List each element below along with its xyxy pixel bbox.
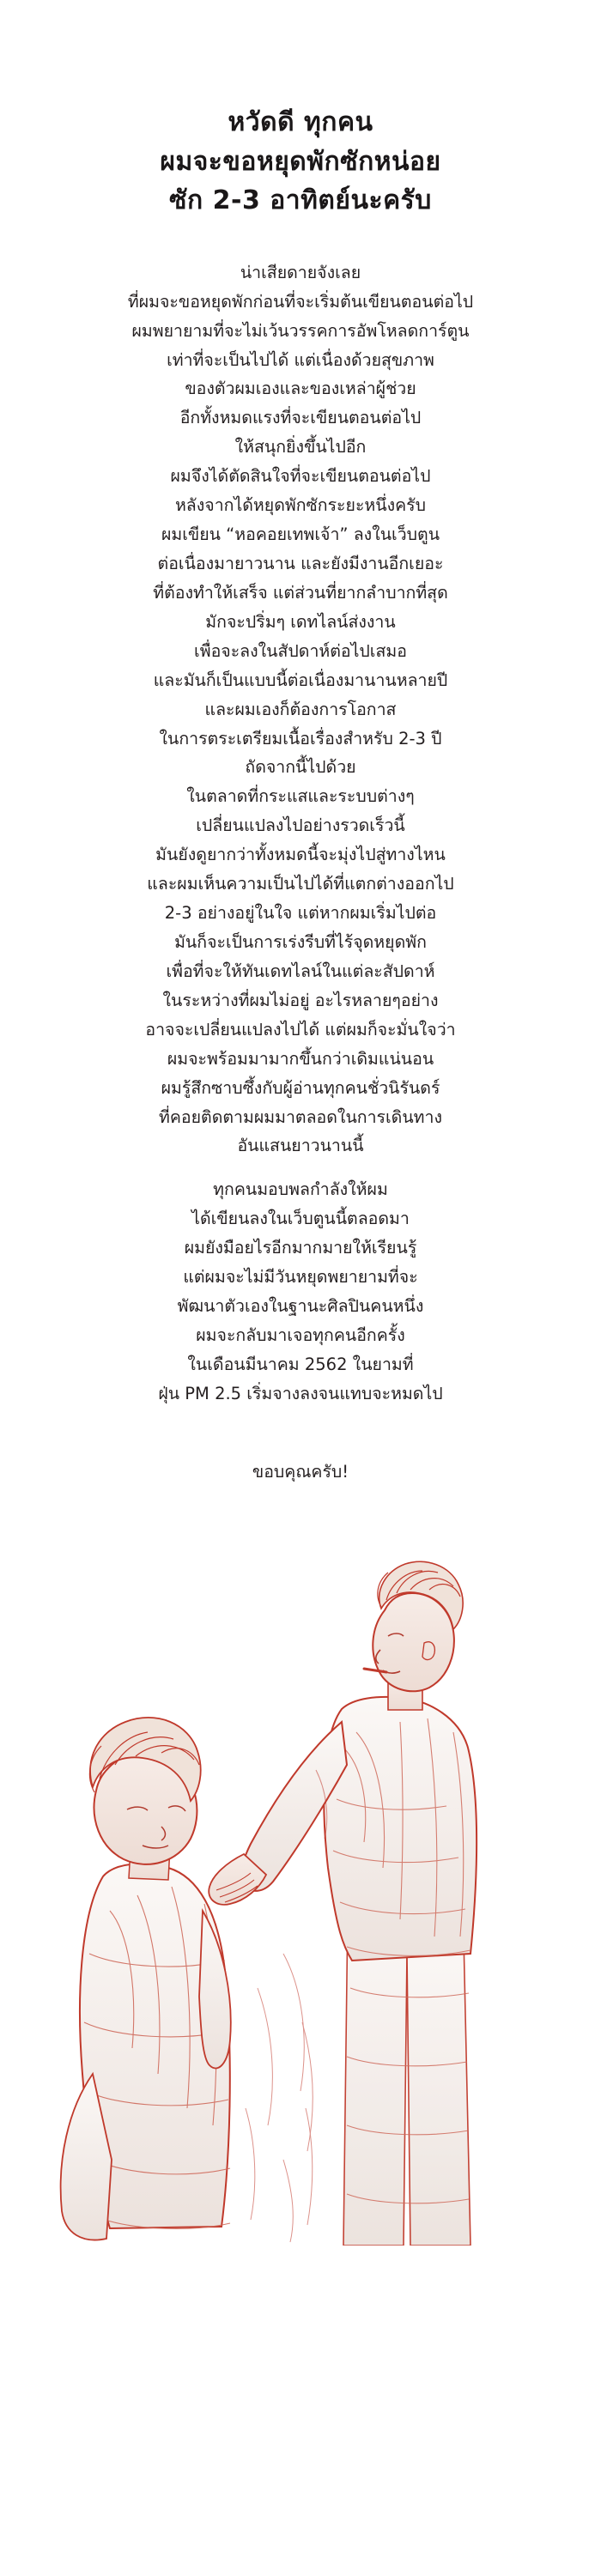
body-copy: [0, 258, 601, 1409]
body-line: ผมเขียน “หอคอยเทพเจ้า” ลงในเว็บตูน: [161, 524, 440, 545]
headline-line-2: ผมจะขอหยุดพักซักหน่อย: [160, 146, 441, 177]
body-line: น่าเสียดายจังเลย: [240, 262, 361, 282]
body-line: และมันก็เป็นแบบนี้ต่อเนื่องมานานหลายปี: [153, 670, 448, 690]
body-line: ผมจะกลับมาเจอทุกคนอีกครั้ง: [196, 1324, 405, 1345]
small-character: [61, 1718, 231, 2240]
headline-line-1: หวัดดี ทุกคน: [228, 107, 373, 137]
body-line: ถัดจากนี้ไปด้วย: [245, 757, 356, 778]
sketch-svg: [0, 1507, 601, 2246]
body-line: ในเดือนมีนาคม 2562 ในยามที่: [187, 1354, 414, 1374]
headline-block: [0, 103, 601, 221]
body-line: ในระหว่างที่ผมไม่อยู่ อะไรหลายๆอย่าง: [162, 990, 439, 1010]
illustration-sketch: [0, 1507, 601, 2246]
page-footer-space: [0, 2246, 601, 2263]
body-line: ผมยังมือยไรอีกมากมายให้เรียนรู้: [184, 1238, 417, 1258]
body-line: ผมรู้สึกซาบซึ้งกับผู้อ่านทุกคนชั่วนิรันดร์: [161, 1077, 440, 1098]
body-line: ได้เขียนลงในเว็บตูนนี้ตลอดมา: [191, 1209, 410, 1229]
body-line: มันยังดูยากว่าทั้งหมดนี้จะมุ่งไปสู่ทางไหน: [155, 845, 446, 865]
body-line: ผมจึงได้ตัดสินใจที่จะเขียนตอนต่อไป: [170, 466, 431, 487]
body-line: ต่อเนื่องมายาวนาน และยังมีงานอีกเยอะ: [157, 554, 444, 573]
body-line: หลังจากได้หยุดพักซักระยะหนึ่งครับ: [174, 495, 427, 516]
body-line: และผมเองก็ต้องการโอกาส: [204, 699, 397, 719]
body-line: ผมพยายามที่จะไม่เว้นวรรคการอัพโหลดการ์ตูน: [131, 320, 470, 341]
body-line: แต่ผมจะไม่มีวันหยุดพยายามที่จะ: [183, 1267, 418, 1288]
standing-legs-2: [407, 1937, 470, 2246]
body-line: อันแสนยาวนานนี้: [237, 1136, 364, 1156]
body-line: เท่าที่จะเป็นไปได้ แต่เนื่องด้วยสุขภาพ: [167, 349, 434, 370]
standing-head: [373, 1593, 454, 1691]
paragraph-gap: [0, 1161, 601, 1175]
body-line: ฝุ่น PM 2.5 เริ่มจางลงจนแทบจะหมดไป: [158, 1383, 443, 1403]
body-line: ผมจะพร้อมมามากขึ้นกว่าเดิมแน่นอน: [167, 1048, 434, 1069]
body-line: เปลี่ยนแปลงไปอย่างรวดเร็วนี้: [196, 815, 405, 836]
body-line: มันก็จะเป็นการเร่งรีบที่ไร้จุดหยุดพัก: [174, 931, 427, 952]
body-line: 2-3 อย่างอยู่ในใจ แต่หากผมเริ่มไปต่อ: [164, 903, 437, 924]
body-line: อีกทั้งหมดแรงที่จะเขียนตอนต่อไป: [179, 408, 422, 428]
thanks-line: ขอบคุณครับ!: [252, 1461, 349, 1482]
body-line: ในการตระเตรียมเนื้อเรื่องสำหรับ 2-3 ปี: [159, 728, 442, 749]
body-line: ที่ต้องทำให้เสร็จ แต่ส่วนที่ยากลำบากที่สุด: [153, 582, 448, 603]
body-line: พัฒนาตัวเองในฐานะศิลปินคนหนึ่ง: [177, 1296, 424, 1317]
body-line: และผมเห็นความเป็นไปได้ที่แตกต่างออกไป: [147, 874, 454, 894]
body-line: ในตลาดที่กระแสและระบบต่างๆ: [186, 786, 415, 807]
headline-line-3: ซัก 2-3 อาทิตย์นะครับ: [169, 185, 432, 216]
body-line: ทุกคนมอบพลกำลังให้ผม: [213, 1179, 388, 1200]
body-line: ที่ผมจะขอหยุดพักก่อนที่จะเริ่มต้นเขียนตอนต่อไป: [127, 291, 474, 312]
body-line: ของตัวผมเองและของเหล่าผู้ช่วย: [185, 379, 416, 399]
standing-character: [209, 1561, 477, 2246]
body-line: เพื่อที่จะให้ทันเดทไลน์ในแต่ละสัปดาห์: [166, 961, 435, 981]
body-line: อาจจะเปลี่ยนแปลงไปได้ แต่ผมก็จะมั่นใจว่า: [145, 1019, 456, 1039]
body-line: ที่คอยติดตามผมมาตลอดในการเดินทาง: [159, 1106, 442, 1127]
body-line: มักจะปริ่มๆ เดทไลน์ส่งงาน: [205, 611, 396, 632]
small-arm: [199, 1911, 231, 2068]
body-line: เพื่อจะลงในสัปดาห์ต่อไปเสมอ: [194, 640, 407, 661]
body-line: ให้สนุกยิ่งขึ้นไปอีก: [234, 437, 367, 458]
